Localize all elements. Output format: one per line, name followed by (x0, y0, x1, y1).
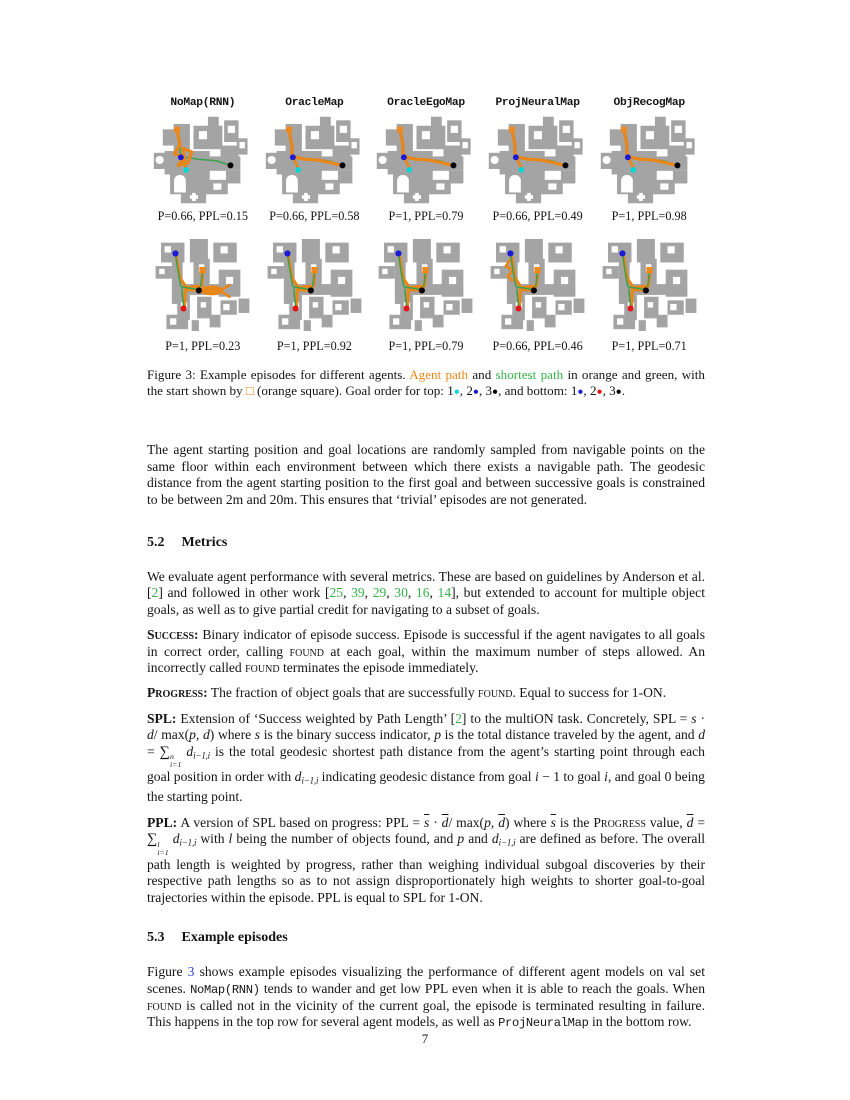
text-segment: and (468, 367, 496, 382)
citation-link[interactable]: 25 (329, 585, 344, 601)
text-segment: ● (596, 386, 603, 398)
goal-dot-cyan (519, 167, 525, 173)
text-segment: , (343, 585, 352, 601)
text-segment: , and bottom: 1 (498, 383, 578, 399)
episode-map-top (375, 113, 476, 207)
text-segment: is the total distance traveled by the agent, and (441, 727, 699, 743)
text-segment: ● (615, 386, 622, 398)
paragraph-progress (147, 685, 705, 701)
start-square (311, 267, 317, 273)
text-segment: ] and followed in other work [ (158, 585, 330, 601)
text-segment: is the (555, 814, 594, 830)
text-segment: SPL: (147, 710, 177, 726)
text-segment: d (491, 831, 499, 847)
start-square (534, 267, 540, 273)
goal-dot-blue (396, 250, 402, 256)
episode-map-bottom (375, 233, 476, 337)
goal-dot-red (181, 305, 187, 311)
text-column (147, 0, 705, 1032)
text-segment: · (429, 814, 442, 830)
text-segment: d (698, 727, 706, 743)
text-segment: d (202, 727, 210, 743)
start-square (398, 127, 404, 133)
goal-dot-blue (625, 154, 631, 160)
text-segment: Extension of ‘Success weighted by Path Length’ [ (176, 710, 456, 726)
text-segment: , (490, 814, 499, 830)
text-segment: found (147, 998, 182, 1014)
text-segment: is called not in the vicinity of the current goal, the episode is terminated resulting in failure. This happens in the top row for several agent models, as well as (147, 998, 705, 1030)
text-segment: i (604, 769, 608, 785)
text-segment: shows example episodes visualizing the performance of different agent models on val set scenes. (147, 964, 705, 996)
text-segment: in orange and green, with the start shown by (147, 367, 705, 399)
text-segment: Figure (147, 964, 188, 980)
citation-link[interactable]: 2 (455, 710, 462, 726)
text-segment: = (147, 743, 160, 759)
episode-map-bottom (599, 233, 700, 337)
episode-map-top (599, 113, 700, 207)
text-segment: value, (645, 814, 687, 830)
text-segment: $\overline{d}$ (686, 814, 694, 830)
text-segment: found (245, 659, 280, 675)
text-segment: d (294, 769, 302, 785)
metric-label: P=0.66, PPL=0.46 (492, 339, 583, 353)
episode-map-bottom (152, 233, 253, 337)
figure-3 (147, 97, 705, 401)
text-segment: are defined as before. The overall path length is weighted by progress, rather than weighing individual subgoal discoveries by their respective path lengths so as to not assign disproportionately high weights to shorter goal-to-goal trajectories within the episode. PPL is equal to SPL for 1-ON. (147, 831, 706, 905)
start-square (174, 127, 180, 133)
metric-label: P=1, PPL=0.23 (165, 339, 241, 353)
text-segment: s (254, 727, 261, 743)
text-segment: ● (453, 386, 460, 398)
goal-dot-black (228, 162, 234, 168)
text-segment: found (289, 643, 324, 659)
text-segment: Binary indicator of episode success. Episode is successful if the agent navigates to all goals in correct order, calling (147, 627, 705, 659)
episode-map-bottom (487, 233, 588, 337)
metric-label: P=0.66, PPL=0.49 (492, 209, 583, 223)
goal-dot-blue (173, 250, 179, 256)
goal-dot-blue (513, 154, 519, 160)
figure-column-headers (147, 97, 705, 109)
citation-link[interactable]: 2 (151, 585, 159, 601)
text-segment: ] to the multiON task. Concretely, SPL = (461, 710, 692, 726)
text-segment: l (228, 831, 233, 847)
citation-link[interactable]: shortest path (495, 367, 564, 382)
goal-dot-blue (178, 154, 184, 160)
goal-dot-red (516, 305, 522, 311)
text-segment: ], but extended to account for multiple object goals, as well as to give partial credit for navigating to a subset of goals. (147, 585, 705, 617)
text-segment: ● (492, 386, 499, 398)
figure-metrics-bottom (147, 339, 705, 354)
map-thumbnail (147, 233, 259, 337)
text-segment: , (386, 585, 395, 601)
paragraph-success (147, 627, 705, 676)
text-segment: $\overline{d}$ (441, 814, 449, 830)
paragraph-ppl (147, 815, 705, 906)
text-segment: · (696, 710, 705, 726)
text-segment: ● (577, 386, 584, 398)
text-segment: Figure 3: Example episodes for different agents. (147, 367, 410, 382)
text-segment: terminates the episode immediately. (279, 659, 479, 675)
section-number: 5.3 (147, 930, 165, 946)
episode-map-bottom (264, 233, 365, 337)
text-segment: A version of SPL based on progress: PPL = (177, 814, 424, 830)
text-segment: Progress (593, 814, 646, 830)
text-segment: with (196, 831, 229, 847)
episode-map-top (264, 113, 365, 207)
goal-dot-blue (284, 250, 290, 256)
text-segment: and (464, 831, 492, 847)
metric-label: P=1, PPL=0.79 (388, 209, 464, 223)
text-segment: found (478, 685, 513, 701)
text-segment: in the bottom row. (588, 1014, 692, 1030)
text-segment: d (147, 727, 154, 743)
text-segment: $\overline{s}$ (423, 814, 430, 830)
metric-label: P=1, PPL=0.92 (276, 339, 352, 353)
citation-link[interactable]: 14 (437, 585, 452, 601)
goal-dot-blue (619, 250, 625, 256)
text-segment: □ (245, 383, 254, 399)
goal-dot-cyan (407, 167, 413, 173)
paragraph-spl (147, 711, 705, 806)
section-heading-example-episodes (147, 930, 705, 946)
start-square (646, 267, 652, 273)
map-thumbnail (593, 233, 705, 337)
text-segment: p (457, 831, 465, 847)
goal-dot-black (563, 162, 569, 168)
summation: ∑ l i=1 (147, 831, 169, 857)
text-segment: p (189, 727, 196, 743)
episode-map-top (487, 113, 588, 207)
text-segment: p (484, 814, 491, 830)
start-square (423, 267, 429, 273)
text-segment: i−1,i (193, 750, 210, 761)
text-segment: ) where (209, 727, 255, 743)
metric-label: P=0.66, PPL=0.15 (157, 209, 248, 223)
text-segment: NoMap(RNN) (190, 982, 260, 997)
goal-dot-black (642, 287, 648, 293)
text-segment: at each goal, within the maximum number of steps allowed. An incorrectly called (147, 643, 706, 675)
text-segment: Success: (147, 627, 199, 643)
goal-dot-black (674, 162, 680, 168)
text-segment: being the number of objects found, and (232, 831, 458, 847)
summation: ∑ n i=1 (159, 743, 182, 770)
map-thumbnail (482, 113, 594, 207)
text-segment: (orange square). Goal order for top: 1 (253, 383, 454, 399)
text-segment: , 3 (602, 383, 616, 399)
map-thumbnail (259, 113, 371, 207)
text-segment: , 3 (478, 383, 493, 399)
map-title-nomap: NoMap(RNN) (170, 97, 236, 109)
map-title-oraclemap: OracleMap (285, 97, 344, 109)
goal-dot-blue (290, 154, 296, 160)
goal-dot-black (451, 162, 457, 168)
goal-dot-red (292, 305, 298, 311)
goal-dot-blue (401, 154, 407, 160)
citation-link[interactable]: 39 (351, 585, 365, 601)
start-square (621, 127, 627, 133)
text-segment: ProjNeuralMap (498, 1016, 589, 1031)
goal-dot-cyan (295, 167, 301, 173)
goal-dot-red (627, 305, 633, 311)
citation-link[interactable]: 30 (394, 585, 408, 601)
text-segment: . Equal to success for 1-ON. (512, 685, 667, 701)
text-segment: The fraction of object goals that are successfully (207, 685, 479, 701)
text-segment: indicating geodesic distance from goal (318, 769, 535, 785)
text-segment: Progress: (147, 685, 208, 701)
section-title: Metrics (181, 534, 228, 550)
goal-dot-cyan (184, 167, 190, 173)
map-thumbnail (370, 233, 482, 337)
text-segment: , (364, 585, 373, 601)
metric-label: P=1, PPL=0.71 (611, 339, 687, 353)
metric-label: P=0.66, PPL=0.58 (269, 209, 360, 223)
text-segment: $\overline{s}$ (550, 814, 556, 830)
text-segment: d (168, 831, 180, 847)
episode-map-top (152, 113, 253, 207)
text-segment: , 2 (459, 383, 473, 399)
text-segment: i−1,i (498, 837, 516, 848)
figure-row-bottom (147, 233, 705, 337)
goal-dot-cyan (630, 167, 636, 173)
goal-dot-black (531, 287, 537, 293)
goal-dot-black (419, 287, 425, 293)
text-segment: , 2 (583, 383, 597, 399)
figure-metrics-top (147, 209, 705, 224)
figure-row-top (147, 113, 705, 207)
page-number: 7 (421, 1031, 429, 1046)
text-segment: tends to wander and get low PPL even when it is able to reach the goals. When (259, 980, 705, 996)
text-segment: $\overline{d}$ (498, 814, 506, 830)
start-square (200, 267, 206, 273)
text-segment: / max( (448, 814, 485, 830)
figure-link[interactable]: 3 (187, 964, 195, 980)
citation-link[interactable]: 29 (372, 585, 387, 601)
text-segment: , (407, 585, 416, 601)
text-segment: ) where (505, 814, 551, 830)
map-thumbnail (593, 113, 705, 207)
metric-label: P=1, PPL=0.79 (388, 339, 464, 353)
text-segment: We evaluate agent performance with several metrics. These are based on guidelines by Anderson et al. [ (147, 568, 705, 601)
paragraph-example-episodes (147, 964, 705, 1032)
goal-dot-red (404, 305, 410, 311)
map-thumbnail (482, 233, 594, 337)
section-title: Example episodes (181, 930, 288, 946)
goal-dot-black (308, 287, 314, 293)
text-segment: − 1 to goal (538, 769, 605, 785)
text-segment: s (691, 710, 697, 726)
goal-dot-blue (507, 250, 513, 256)
map-thumbnail (259, 233, 371, 337)
text-segment: p (434, 727, 442, 743)
text-segment: = (693, 814, 706, 830)
text-segment: i−1,i (301, 775, 319, 786)
text-segment: is the total geodesic shortest path distance from the agent’s starting point through each goal position in order with (147, 743, 705, 785)
start-square (286, 127, 292, 133)
text-segment: is the binary success indicator, (260, 727, 435, 743)
text-segment: PPL: (147, 814, 178, 830)
paragraph-episode-sampling: The agent starting position and goal locations are randomly sampled from navigable points on the same floor within each environment between which there exists a navigable path. The geodesic distance from the agent starting position to the first goal and between successive goals is constrained to be between 2m and 20m. This ensures that ‘trivial’ episodes are not generated. (147, 442, 705, 507)
text-segment: ● (472, 386, 479, 398)
text-segment: . (621, 383, 625, 399)
section-heading-metrics (147, 535, 705, 551)
goal-dot-black (339, 162, 345, 168)
section-number: 5.2 (147, 534, 165, 550)
paragraph-metrics-intro (147, 569, 705, 618)
text-segment: , and goal 0 being the starting point. (147, 769, 705, 805)
map-title-objrecogmap: ObjRecogMap (613, 97, 685, 109)
start-square (509, 127, 515, 133)
text-segment: , (429, 585, 438, 601)
figure-caption (147, 367, 705, 401)
map-title-oracleegomap: OracleEgoMap (387, 97, 465, 109)
text-segment: , (195, 727, 203, 743)
text-segment: Agent path (409, 367, 469, 382)
map-title-projneuralmap: ProjNeuralMap (495, 97, 580, 109)
map-thumbnail (370, 113, 482, 207)
map-thumbnail (147, 113, 259, 207)
metric-label: P=1, PPL=0.98 (611, 209, 687, 223)
text-segment: d (181, 743, 194, 759)
text-segment: i (534, 769, 539, 785)
text-segment: / max( (153, 727, 190, 743)
text-segment: i−1,i (179, 837, 197, 848)
citation-link[interactable]: 16 (415, 585, 430, 601)
goal-dot-black (196, 287, 202, 293)
